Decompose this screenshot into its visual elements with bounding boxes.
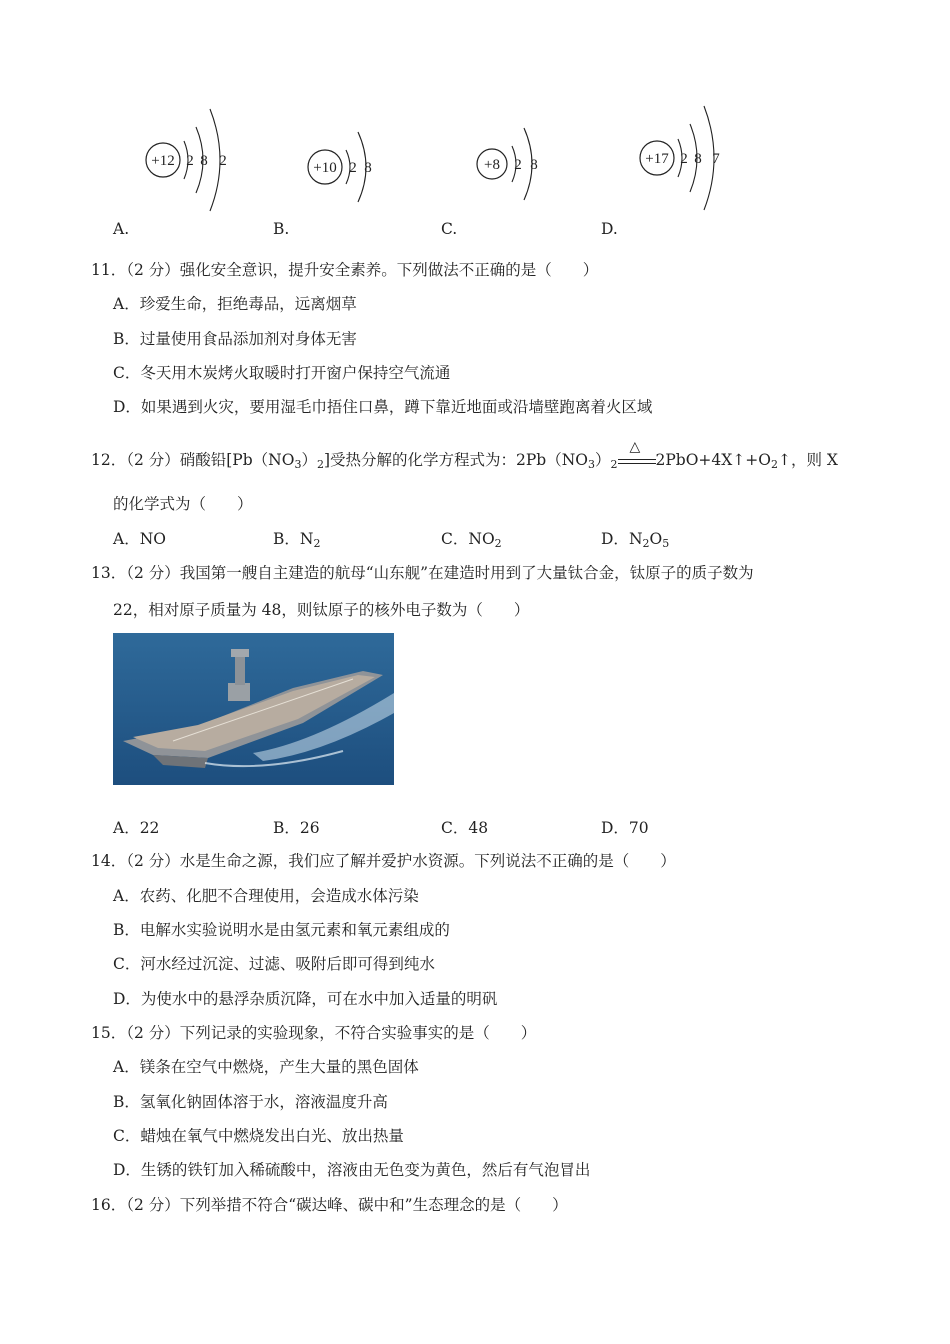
- q10-option-b-label: B.: [273, 220, 290, 238]
- q12-stem-line2: 的化学式为（ ）: [113, 495, 253, 513]
- q11-option-d: D．如果遇到火灾，要用湿毛巾捂住口鼻，蹲下靠近地面或沿墙壁跑离着火区域: [113, 398, 653, 416]
- atom-diagram-c: [468, 120, 558, 219]
- atom-diagram-a: [140, 105, 240, 219]
- q15-stem: 15．（2 分）下列记录的实验现象，不符合实验事实的是（ ）: [91, 1024, 537, 1042]
- svg-text:2: 2: [219, 153, 227, 169]
- svg-text:2: 2: [349, 160, 357, 176]
- q11-stem: 11．（2 分）强化安全意识，提升安全素养。下列做法不正确的是（ ）: [91, 261, 599, 279]
- aircraft-carrier-photo: [113, 633, 394, 785]
- q13-option-a: A．22: [113, 819, 160, 837]
- q15-option-d: D．生锈的铁钉加入稀硫酸中，溶液由无色变为黄色，然后有气泡冒出: [113, 1161, 591, 1179]
- q14-option-d: D．为使水中的悬浮杂质沉降，可在水中加入适量的明矾: [113, 990, 498, 1008]
- q12-option-d: D．$N_2O_5$: [601, 530, 670, 550]
- q13-option-c: C．48: [441, 819, 489, 837]
- svg-text:+8: +8: [484, 157, 500, 173]
- q10-option-d-label: D.: [601, 220, 618, 238]
- q13-option-b: B．26: [273, 819, 320, 837]
- q16-stem: 16．（2 分）下列举措不符合“碳达峰、碳中和”生态理念的是（ ）: [91, 1196, 568, 1214]
- q11-option-b: B．过量使用食品添加剂对身体无害: [113, 330, 357, 348]
- svg-text:8: 8: [200, 153, 208, 169]
- q11-option-c: C．冬天用木炭烤火取暖时打开窗户保持空气流通: [113, 364, 451, 382]
- q10-option-c-label: C.: [441, 220, 458, 238]
- q14-option-a: A．农药、化肥不合理使用，会造成水体污染: [113, 887, 419, 905]
- svg-text:2: 2: [186, 153, 194, 169]
- svg-text:+17: +17: [645, 151, 669, 167]
- q15-option-b: B．氢氧化钠固体溶于水，溶液温度升高: [113, 1093, 388, 1111]
- svg-text:8: 8: [364, 160, 372, 176]
- svg-text:7: 7: [712, 151, 720, 167]
- q12-stem: 12．（2 分）硝酸铅$[Pb(NO_3)_2]$受热分解的化学方程式为：$2Pb(NO_3)_2$ △ $2PbO+4X↑+O_2↑$，则 X: [91, 439, 838, 471]
- q12-option-b: B．$N_2$: [273, 530, 321, 550]
- q14-stem: 14．（2 分）水是生命之源，我们应了解并爱护水资源。下列说法不正确的是（ ）: [91, 852, 676, 870]
- q13-stem-line2: 22，相对原子质量为 48，则钛原子的核外电子数为（ ）: [113, 601, 530, 619]
- q15-option-c: C．蜡烛在氧气中燃烧发出白光、放出热量: [113, 1127, 404, 1145]
- svg-text:2: 2: [680, 151, 688, 167]
- q12-option-a: A．NO: [113, 530, 166, 548]
- q14-option-c: C．河水经过沉淀、过滤、吸附后即可得到纯水: [113, 955, 435, 973]
- svg-text:+10: +10: [313, 160, 337, 176]
- q13-option-d: D．70: [601, 819, 649, 837]
- q15-option-a: A．镁条在空气中燃烧，产生大量的黑色固体: [113, 1058, 419, 1076]
- q12-option-c: C．$NO_2$: [441, 530, 502, 550]
- svg-text:2: 2: [514, 157, 522, 173]
- q14-option-b: B．电解水实验说明水是由氢元素和氧元素组成的: [113, 921, 450, 939]
- heat-equals-sign: △: [618, 451, 656, 471]
- svg-text:8: 8: [530, 157, 538, 173]
- svg-text:8: 8: [694, 151, 702, 167]
- atom-diagram-b: [300, 122, 390, 221]
- atom-diagram-d: [634, 102, 734, 216]
- q11-option-a: A．珍爱生命，拒绝毒品，远离烟草: [113, 295, 357, 313]
- nucleus-label: +12: [151, 153, 175, 169]
- q13-stem-line1: 13．（2 分）我国第一艘自主建造的航母“山东舰”在建造时用到了大量钛合金，钛原子的质子数为: [91, 564, 754, 582]
- q10-option-a-label: A.: [113, 220, 130, 238]
